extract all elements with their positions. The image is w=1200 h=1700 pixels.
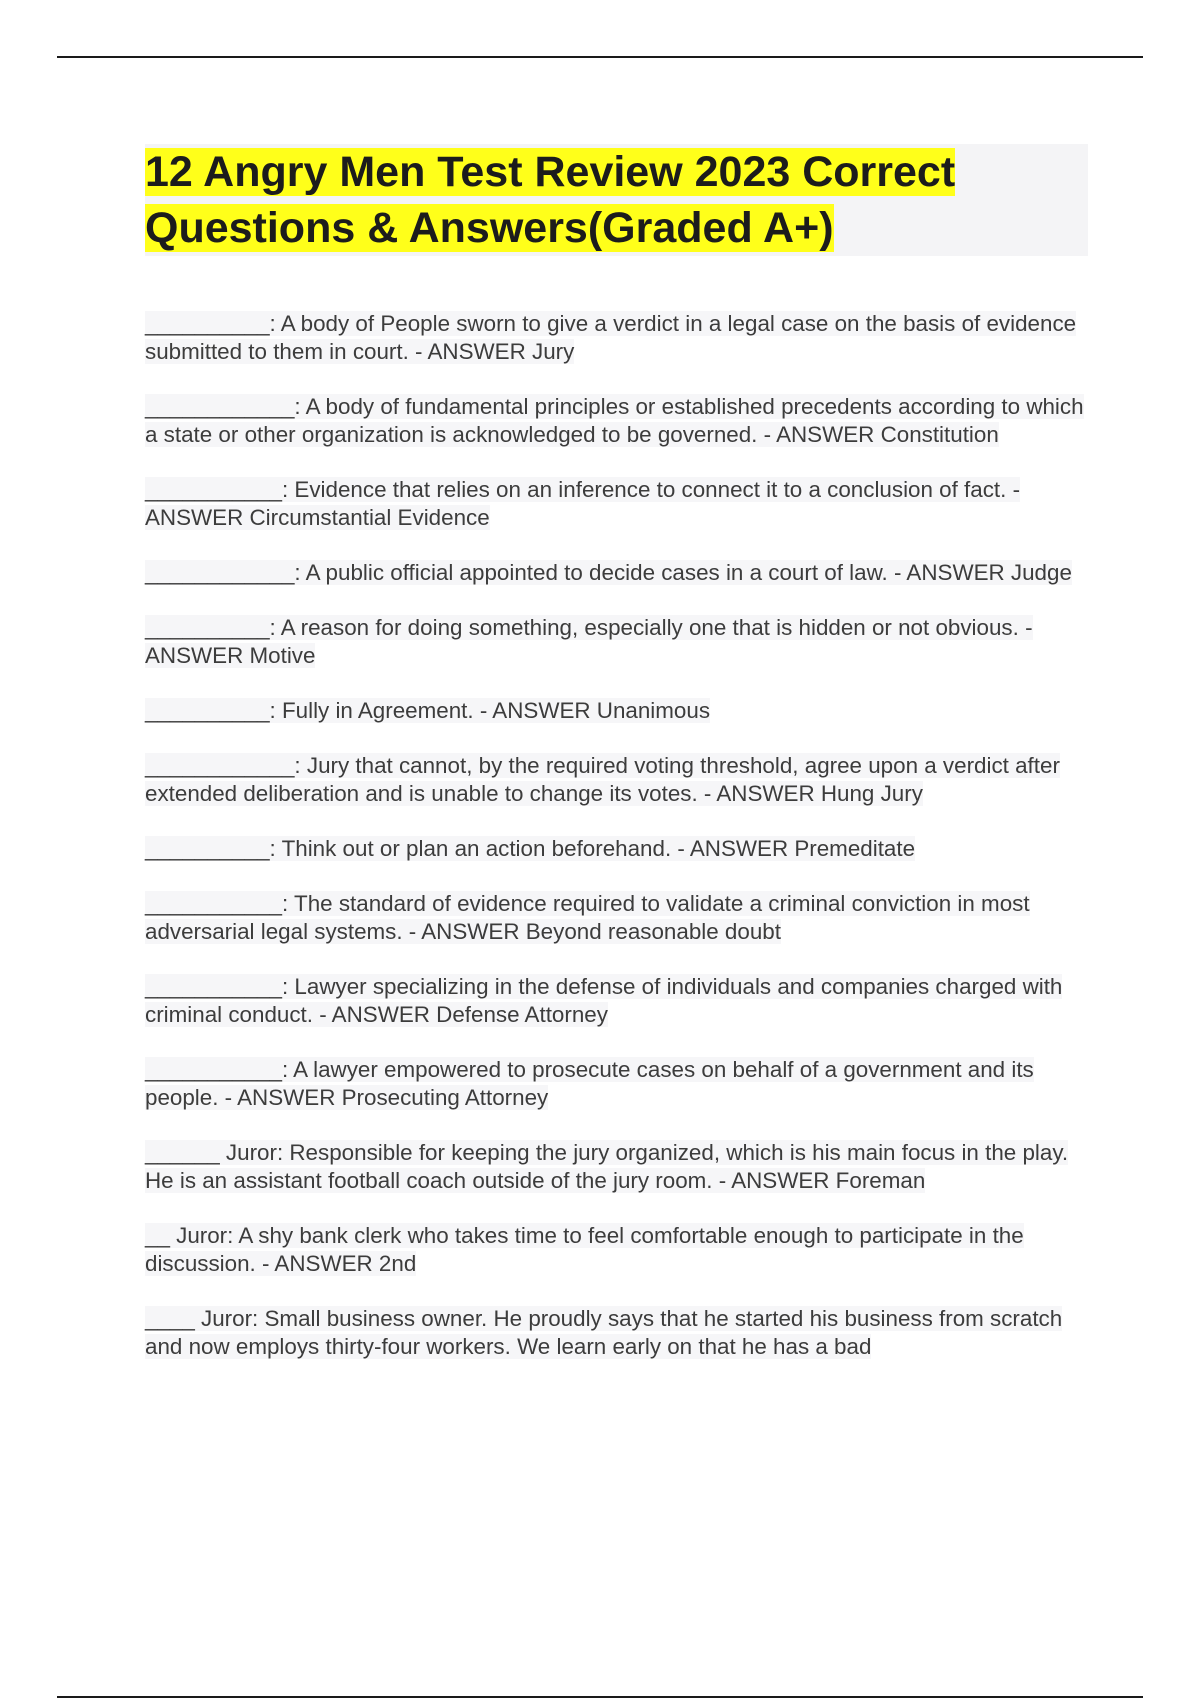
top-rule [57, 56, 1143, 58]
qa-text: __________: A reason for doing something, especially one that is hidden or not obvious. - ANSWER Motive [145, 615, 1033, 668]
qa-item [145, 310, 1088, 366]
qa-item [145, 835, 1088, 863]
qa-text: ___________: Lawyer specializing in the defense of individuals and companies charged with criminal conduct. - ANSWER Defense Attorney [145, 974, 1063, 1027]
qa-text: ___________: A lawyer empowered to prosecute cases on behalf of a government and its people. - ANSWER Prosecuting Attorney [145, 1057, 1034, 1110]
qa-item [145, 697, 1088, 725]
document-title [145, 144, 1088, 256]
qa-item [145, 476, 1088, 532]
qa-text: __________: Fully in Agreement. - ANSWER Unanimous [145, 698, 711, 723]
qa-text: __ Juror: A shy bank clerk who takes time to feel comfortable enough to participate in the discussion. - ANSWER 2nd [145, 1223, 1024, 1276]
qa-text: ____________: A body of fundamental principles or established precedents according to which a state or other organization is acknowledged to be governed. - ANSWER Constitution [145, 394, 1084, 447]
qa-item [145, 1056, 1088, 1112]
qa-text: ____ Juror: Small business owner. He proudly says that he started his business from scratch and now employs thirty-four workers. We learn early on that he has a bad [145, 1306, 1063, 1359]
qa-item [145, 973, 1088, 1029]
qa-list [145, 310, 1088, 1388]
qa-item [145, 559, 1088, 587]
qa-text: ___________: Evidence that relies on an inference to connect it to a conclusion of fact. - ANSWER Circumstantial Evidence [145, 477, 1021, 530]
qa-item [145, 393, 1088, 449]
qa-item [145, 1222, 1088, 1278]
bottom-rule [57, 1696, 1143, 1698]
qa-text: __________: A body of People sworn to give a verdict in a legal case on the basis of evidence submitted to them in court. - ANSWER Jury [145, 311, 1077, 364]
qa-item [145, 752, 1088, 808]
qa-text: ____________: A public official appointed to decide cases in a court of law. - ANSWER Judge [145, 560, 1072, 585]
qa-text: ___________: The standard of evidence required to validate a criminal conviction in most adversarial legal systems. - ANSWER Beyond reasonable doubt [145, 891, 1030, 944]
qa-text: __________: Think out or plan an action beforehand. - ANSWER Premeditate [145, 836, 916, 861]
title-block [145, 144, 1088, 256]
qa-item [145, 614, 1088, 670]
qa-item [145, 1139, 1088, 1195]
qa-item [145, 1305, 1088, 1361]
qa-text: ______ Juror: Responsible for keeping the jury organized, which is his main focus in the play. He is an assistant football coach outside of the jury room. - ANSWER Foreman [145, 1140, 1069, 1193]
title-highlight: 12 Angry Men Test Review 2023 Correct Questions & Answers(Graded A+) [145, 148, 956, 252]
qa-item [145, 890, 1088, 946]
qa-text: ____________: Jury that cannot, by the required voting threshold, agree upon a verdict after extended deliberation and is unable to change its votes. - ANSWER Hung Jury [145, 753, 1060, 806]
